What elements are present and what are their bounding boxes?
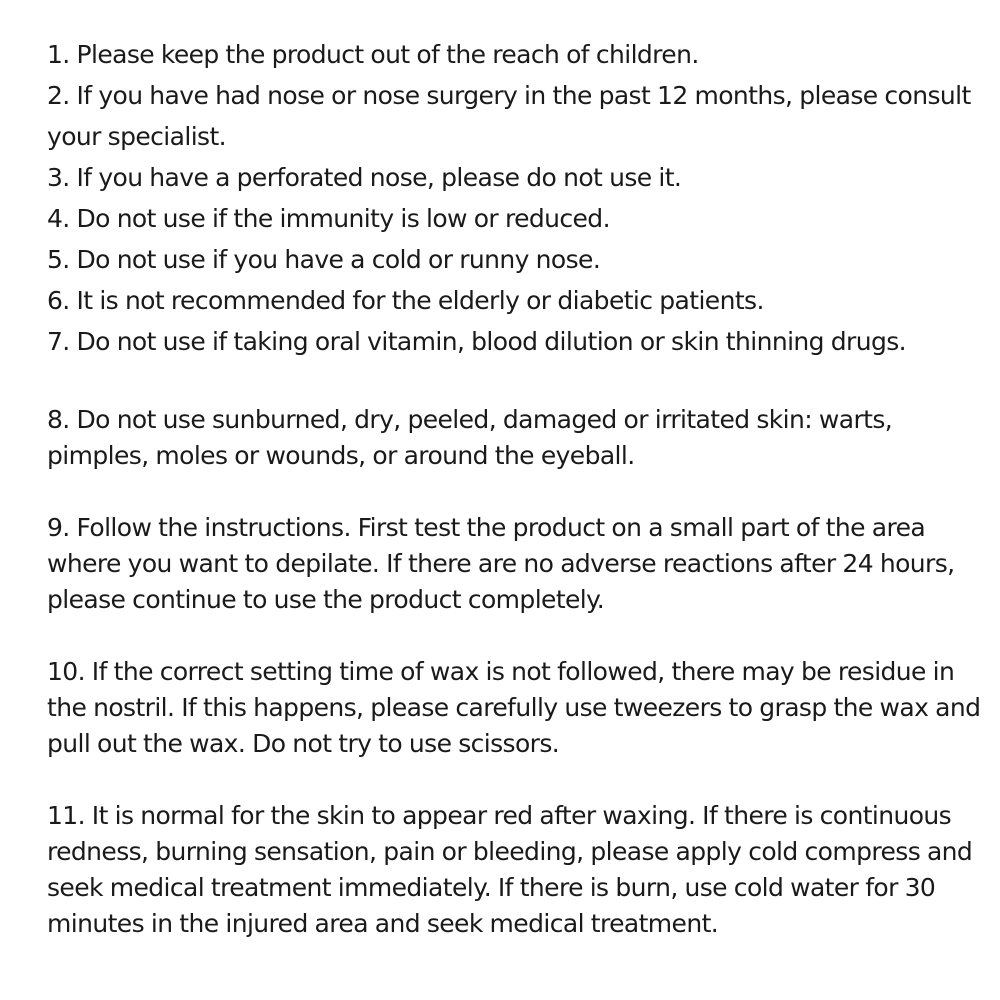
instructions-document <box>47 34 987 978</box>
instruction-item-8: 8. Do not use sunburned, dry, peeled, damaged or irritated skin: warts, pimples, moles or wounds, or around the eyeball. <box>47 405 900 470</box>
instructions-list-short <box>47 34 987 362</box>
instruction-item-10: 10. If the correct setting time of wax is not followed, there may be residue in the nostril. If this happens, please carefully use tweezers to grasp the wax and pull out the wax. Do not try to use scissors. <box>47 657 988 758</box>
instruction-item-1: 1. Please keep the product out of the reach of children. <box>47 40 699 69</box>
instruction-item-7: 7. Do not use if taking oral vitamin, blood dilution or skin thinning drugs. <box>47 327 907 356</box>
instruction-item-11: 11. It is normal for the skin to appear red after waxing. If there is continuous redness, burning sensation, pain or bleeding, please apply cold compress and seek medical treatment immediately. If there is burn, use cold water for 30 minutes in the injured area and seek medical treatment. <box>47 801 980 938</box>
instruction-item-9: 9. Follow the instructions. First test the product on a small part of the area where you want to depilate. If there are no adverse reactions after 24 hours, please continue to use the product completely. <box>47 513 962 614</box>
instruction-item-6: 6. It is not recommended for the elderly or diabetic patients. <box>47 286 764 315</box>
instruction-item-4: 4. Do not use if the immunity is low or reduced. <box>47 204 610 233</box>
instruction-item-2: 2. If you have had nose or nose surgery in the past 12 months, please consult your specialist. <box>47 81 978 151</box>
instructions-list-long <box>47 402 987 942</box>
instruction-item-5: 5. Do not use if you have a cold or runny nose. <box>47 245 601 274</box>
instruction-item-3: 3. If you have a perforated nose, please do not use it. <box>47 163 682 192</box>
